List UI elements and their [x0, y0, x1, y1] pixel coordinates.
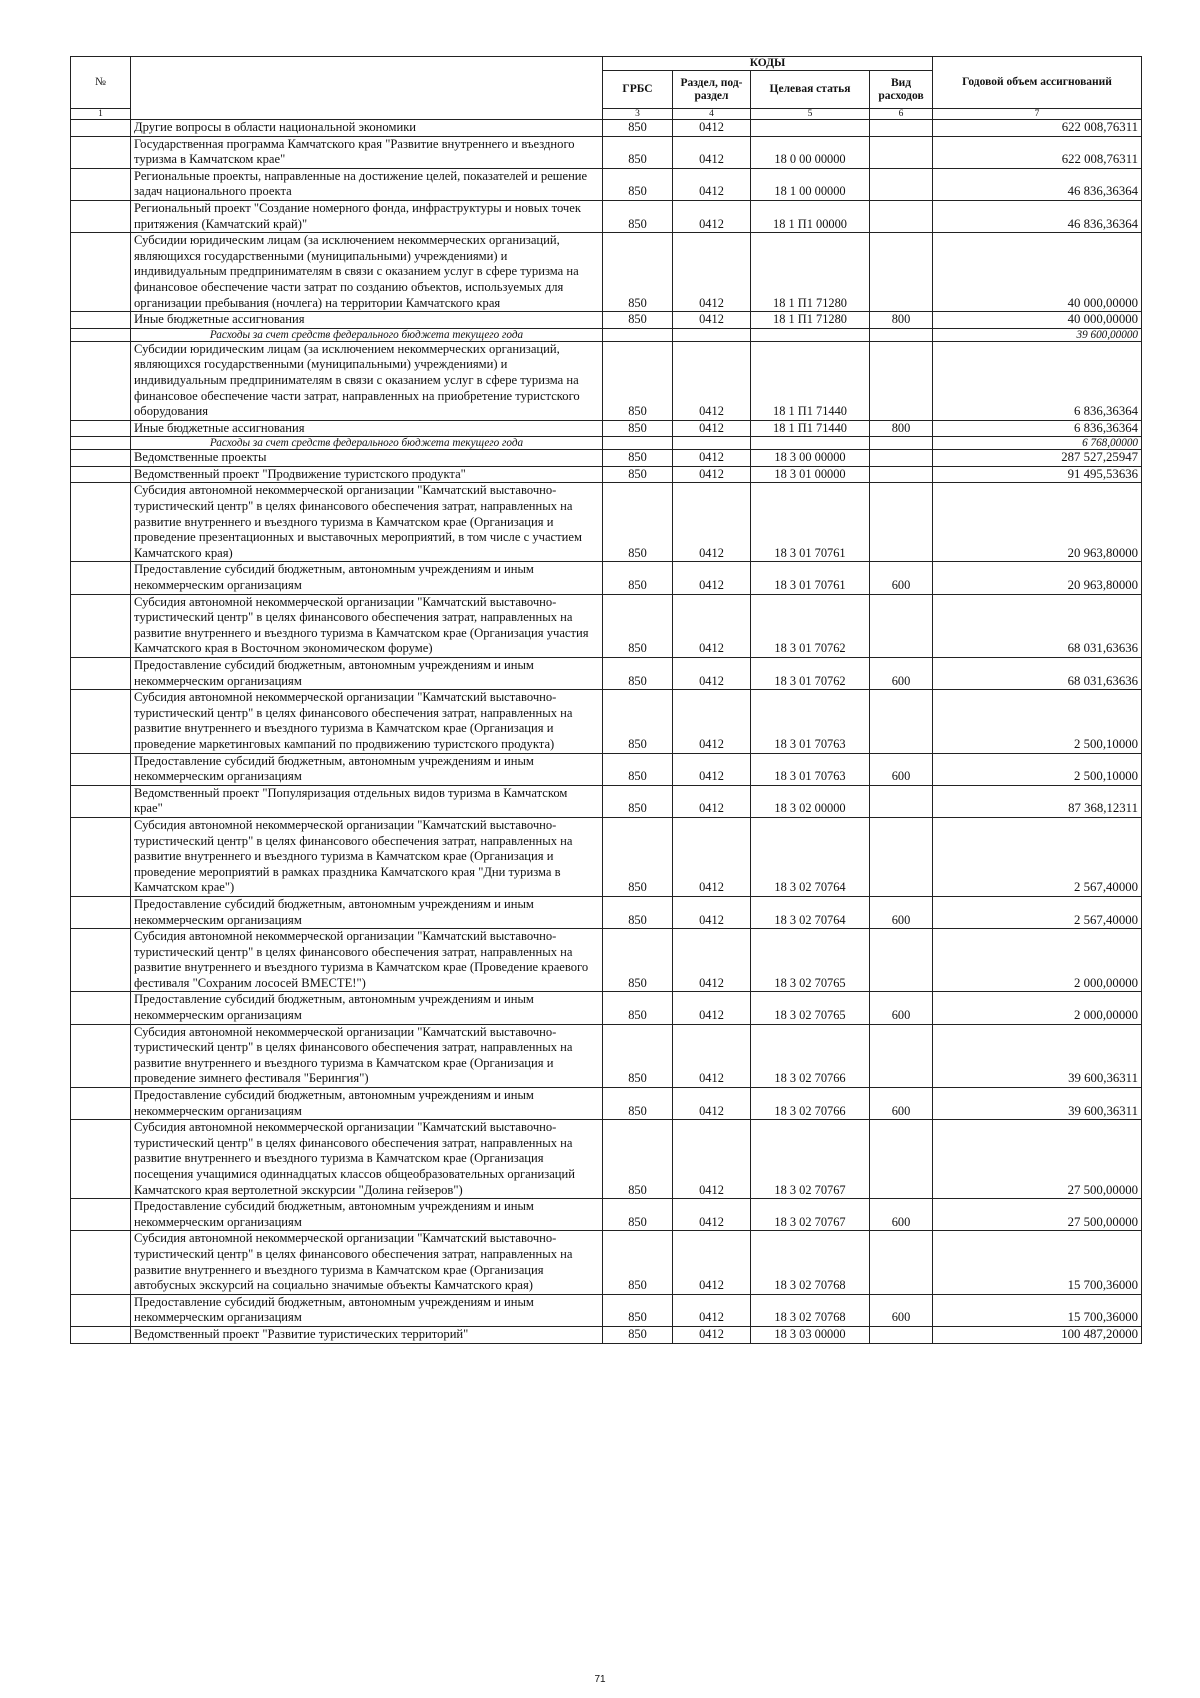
row-razdel-cell: 0412	[673, 594, 751, 657]
row-celevaya-cell: 18 3 01 70761	[751, 562, 870, 594]
row-celevaya-cell: 18 3 01 70762	[751, 658, 870, 690]
row-amount-cell: 6 836,36364	[933, 341, 1142, 420]
table-row	[71, 562, 1142, 594]
row-name-cell: Предоставление субсидий бюджетным, автономным учреждениям и иным некоммерческим организациям	[131, 1199, 603, 1231]
row-celevaya-cell: 18 3 01 70763	[751, 690, 870, 753]
row-celevaya-cell: 18 3 01 70762	[751, 594, 870, 657]
header-num: №	[71, 57, 131, 109]
row-razdel-cell: 0412	[673, 992, 751, 1024]
table-row	[71, 785, 1142, 817]
row-celevaya-cell	[751, 120, 870, 137]
row-razdel-cell: 0412	[673, 817, 751, 896]
row-razdel-cell: 0412	[673, 341, 751, 420]
row-number-cell	[71, 1120, 131, 1199]
row-razdel-cell: 0412	[673, 929, 751, 992]
row-celevaya-cell: 18 1 00 00000	[751, 168, 870, 200]
row-amount-cell: 39 600,36311	[933, 1088, 1142, 1120]
row-razdel-cell: 0412	[673, 1326, 751, 1343]
row-razdel-cell: 0412	[673, 896, 751, 928]
row-amount-cell: 287 527,25947	[933, 450, 1142, 467]
row-name-cell: Предоставление субсидий бюджетным, автономным учреждениям и иным некоммерческим организациям	[131, 1294, 603, 1326]
row-razdel-cell: 0412	[673, 562, 751, 594]
table-row	[71, 690, 1142, 753]
row-number-cell	[71, 420, 131, 437]
row-celevaya-cell: 18 3 02 70765	[751, 992, 870, 1024]
row-vid-cell	[870, 594, 933, 657]
row-razdel-cell: 0412	[673, 483, 751, 562]
row-number-cell	[71, 168, 131, 200]
row-number-cell	[71, 1231, 131, 1294]
table-row	[71, 466, 1142, 483]
row-celevaya-cell: 18 1 П1 71280	[751, 312, 870, 329]
row-amount-cell: 100 487,20000	[933, 1326, 1142, 1343]
row-number-cell	[71, 120, 131, 137]
row-vid-cell: 600	[870, 1088, 933, 1120]
row-amount-cell: 68 031,63636	[933, 658, 1142, 690]
row-celevaya-cell: 18 3 03 00000	[751, 1326, 870, 1343]
row-number-cell	[71, 233, 131, 312]
row-vid-cell	[870, 483, 933, 562]
row-razdel-cell: 0412	[673, 658, 751, 690]
row-razdel-cell: 0412	[673, 690, 751, 753]
row-grbs-cell: 850	[603, 1120, 673, 1199]
row-grbs-cell: 850	[603, 753, 673, 785]
row-grbs-cell: 850	[603, 168, 673, 200]
header-razdel: Раздел, под-раздел	[673, 71, 751, 109]
row-amount-cell: 2 500,10000	[933, 753, 1142, 785]
row-razdel-cell: 0412	[673, 1088, 751, 1120]
header-grbs: ГРБС	[603, 71, 673, 109]
row-celevaya-cell: 18 3 01 00000	[751, 466, 870, 483]
row-razdel-cell: 0412	[673, 312, 751, 329]
row-razdel-cell: 0412	[673, 466, 751, 483]
row-celevaya-cell: 18 3 02 70764	[751, 896, 870, 928]
row-vid-cell	[870, 929, 933, 992]
row-grbs-cell: 850	[603, 1231, 673, 1294]
table-row	[71, 450, 1142, 467]
row-amount-cell: 15 700,36000	[933, 1294, 1142, 1326]
row-amount-cell: 15 700,36000	[933, 1231, 1142, 1294]
note-row	[71, 328, 1142, 341]
row-vid-cell	[870, 341, 933, 420]
row-vid-cell	[870, 466, 933, 483]
row-grbs-cell: 850	[603, 1088, 673, 1120]
row-name-cell: Предоставление субсидий бюджетным, автономным учреждениям и иным некоммерческим организациям	[131, 992, 603, 1024]
row-razdel-cell: 0412	[673, 785, 751, 817]
table-body	[71, 120, 1142, 1344]
table-row	[71, 120, 1142, 137]
row-number-cell	[71, 1294, 131, 1326]
row-razdel-cell: 0412	[673, 1024, 751, 1087]
row-number-cell	[71, 690, 131, 753]
col-number: 3	[603, 109, 673, 120]
row-number-cell	[71, 658, 131, 690]
row-name-cell: Субсидия автономной некоммерческой организации "Камчатский выставочно-туристический центр" в целях финансового обеспечения затрат, направленных на развитие внутреннего и въездного туризма в Камчатском крае (Организация посещения учащимися одиннадцатых классов общеобразовательных организаций Камчатского края вертолетной экскурсии "Долина гейзеров")	[131, 1120, 603, 1199]
row-name-cell: Предоставление субсидий бюджетным, автономным учреждениям и иным некоммерческим организациям	[131, 1088, 603, 1120]
row-name-cell: Субсидия автономной некоммерческой организации "Камчатский выставочно-туристический центр" в целях финансового обеспечения затрат, направленных на развитие внутреннего и въездного туризма в Камчатском крае (Организация и проведение маркетинговых кампаний по продвижению туристского продукта)	[131, 690, 603, 753]
row-number-cell	[71, 817, 131, 896]
row-celevaya-cell: 18 3 02 70767	[751, 1120, 870, 1199]
row-vid-cell	[870, 817, 933, 896]
row-celevaya-cell: 18 3 02 70767	[751, 1199, 870, 1231]
row-name-cell: Субсидия автономной некоммерческой организации "Камчатский выставочно-туристический центр" в целях финансового обеспечения затрат, направленных на развитие внутреннего и въездного туризма в Камчатском крае (Организация автобусных экскурсий на социально значимые объекты Камчатского края)	[131, 1231, 603, 1294]
row-amount-cell: 27 500,00000	[933, 1199, 1142, 1231]
row-name-cell: Ведомственный проект "Развитие туристических территорий"	[131, 1326, 603, 1343]
row-celevaya-cell: 18 1 П1 71440	[751, 341, 870, 420]
row-name-cell: Расходы за счет средств федерального бюджета текущего года	[131, 437, 603, 450]
row-amount-cell: 20 963,80000	[933, 483, 1142, 562]
row-razdel-cell	[673, 437, 751, 450]
table-row	[71, 1294, 1142, 1326]
row-vid-cell	[870, 785, 933, 817]
row-amount-cell: 2 000,00000	[933, 992, 1142, 1024]
row-celevaya-cell: 18 1 П1 71440	[751, 420, 870, 437]
row-razdel-cell: 0412	[673, 420, 751, 437]
row-vid-cell	[870, 233, 933, 312]
row-grbs-cell: 850	[603, 341, 673, 420]
row-amount-cell: 20 963,80000	[933, 562, 1142, 594]
row-grbs-cell: 850	[603, 1294, 673, 1326]
row-vid-cell: 600	[870, 1294, 933, 1326]
row-celevaya-cell: 18 1 П1 00000	[751, 200, 870, 232]
table-row	[71, 420, 1142, 437]
row-number-cell	[71, 785, 131, 817]
row-number-cell	[71, 562, 131, 594]
table-row	[71, 312, 1142, 329]
row-grbs-cell: 850	[603, 120, 673, 137]
row-grbs-cell: 850	[603, 466, 673, 483]
note-row	[71, 437, 1142, 450]
row-razdel-cell: 0412	[673, 168, 751, 200]
row-razdel-cell: 0412	[673, 1199, 751, 1231]
row-number-cell	[71, 437, 131, 450]
row-grbs-cell: 850	[603, 450, 673, 467]
header-vid: Вид расходов	[870, 71, 933, 109]
row-number-cell	[71, 929, 131, 992]
row-celevaya-cell	[751, 328, 870, 341]
table-row	[71, 200, 1142, 232]
row-vid-cell	[870, 120, 933, 137]
row-vid-cell	[870, 450, 933, 467]
row-vid-cell	[870, 437, 933, 450]
row-grbs-cell: 850	[603, 1199, 673, 1231]
row-amount-cell: 91 495,53636	[933, 466, 1142, 483]
table-row	[71, 483, 1142, 562]
row-number-cell	[71, 1088, 131, 1120]
row-amount-cell: 2 000,00000	[933, 929, 1142, 992]
table-row	[71, 658, 1142, 690]
table-row	[71, 1326, 1142, 1343]
row-celevaya-cell: 18 3 01 70761	[751, 483, 870, 562]
row-number-cell	[71, 594, 131, 657]
row-vid-cell: 600	[870, 658, 933, 690]
row-amount-cell: 39 600,00000	[933, 328, 1142, 341]
row-grbs-cell: 850	[603, 420, 673, 437]
row-amount-cell: 87 368,12311	[933, 785, 1142, 817]
row-name-cell: Другие вопросы в области национальной экономики	[131, 120, 603, 137]
row-number-cell	[71, 1024, 131, 1087]
row-name-cell: Ведомственный проект "Популяризация отдельных видов туризма в Камчатском крае"	[131, 785, 603, 817]
row-number-cell	[71, 200, 131, 232]
row-name-cell: Ведомственные проекты	[131, 450, 603, 467]
header-name-blank	[131, 57, 603, 120]
row-grbs-cell	[603, 437, 673, 450]
row-grbs-cell: 850	[603, 817, 673, 896]
row-number-cell	[71, 450, 131, 467]
table-row	[71, 817, 1142, 896]
row-razdel-cell: 0412	[673, 233, 751, 312]
row-celevaya-cell: 18 3 02 70766	[751, 1088, 870, 1120]
row-grbs-cell: 850	[603, 594, 673, 657]
row-razdel-cell: 0412	[673, 753, 751, 785]
page-number: 71	[594, 1674, 606, 1685]
row-celevaya-cell: 18 3 02 70764	[751, 817, 870, 896]
table-row	[71, 1120, 1142, 1199]
row-number-cell	[71, 1326, 131, 1343]
row-celevaya-cell: 18 0 00 00000	[751, 136, 870, 168]
row-vid-cell	[870, 690, 933, 753]
row-grbs-cell: 850	[603, 312, 673, 329]
col-number: 4	[673, 109, 751, 120]
row-vid-cell: 800	[870, 312, 933, 329]
row-name-cell: Иные бюджетные ассигнования	[131, 312, 603, 329]
budget-table	[70, 56, 1142, 1344]
row-razdel-cell: 0412	[673, 1120, 751, 1199]
table-row	[71, 341, 1142, 420]
row-name-cell: Субсидии юридическим лицам (за исключением некоммерческих организаций, являющихся государственными (муниципальными) учреждениями) и индивидуальным предпринимателям в связи с оказанием услуг в сфере туризма на финансовое обеспечение части затрат по созданию объектов, используемых для организации пребывания (ночлега) на территории Камчатского края	[131, 233, 603, 312]
row-razdel-cell: 0412	[673, 1231, 751, 1294]
table-row	[71, 1199, 1142, 1231]
row-vid-cell	[870, 1231, 933, 1294]
row-amount-cell: 46 836,36364	[933, 200, 1142, 232]
row-name-cell: Предоставление субсидий бюджетным, автономным учреждениям и иным некоммерческим организациям	[131, 658, 603, 690]
row-grbs-cell: 850	[603, 136, 673, 168]
row-number-cell	[71, 483, 131, 562]
row-vid-cell: 800	[870, 420, 933, 437]
row-name-cell: Ведомственный проект "Продвижение туристского продукта"	[131, 466, 603, 483]
row-celevaya-cell: 18 3 02 70768	[751, 1294, 870, 1326]
row-celevaya-cell: 18 3 02 00000	[751, 785, 870, 817]
row-vid-cell	[870, 1326, 933, 1343]
row-name-cell: Субсидия автономной некоммерческой организации "Камчатский выставочно-туристический центр" в целях финансового обеспечения затрат, направленных на развитие внутреннего и въездного туризма в Камчатском крае (Организация и проведение презентационных и выставочных мероприятий, в том числе с участием Камчатского края)	[131, 483, 603, 562]
row-name-cell: Предоставление субсидий бюджетным, автономным учреждениям и иным некоммерческим организациям	[131, 562, 603, 594]
row-celevaya-cell: 18 3 02 70768	[751, 1231, 870, 1294]
row-grbs-cell: 850	[603, 1326, 673, 1343]
table-row	[71, 233, 1142, 312]
row-number-cell	[71, 753, 131, 785]
row-vid-cell	[870, 1024, 933, 1087]
table-row	[71, 1088, 1142, 1120]
row-razdel-cell: 0412	[673, 200, 751, 232]
row-vid-cell	[870, 168, 933, 200]
row-celevaya-cell: 18 1 П1 71280	[751, 233, 870, 312]
row-celevaya-cell	[751, 437, 870, 450]
col-number: 6	[870, 109, 933, 120]
header-celevaya: Целевая статья	[751, 71, 870, 109]
header-volume: Годовой объем ассигнований	[933, 57, 1142, 109]
row-amount-cell: 27 500,00000	[933, 1120, 1142, 1199]
row-amount-cell: 6 768,00000	[933, 437, 1142, 450]
row-amount-cell: 2 500,10000	[933, 690, 1142, 753]
col-number: 7	[933, 109, 1142, 120]
row-vid-cell: 600	[870, 992, 933, 1024]
row-grbs-cell: 850	[603, 896, 673, 928]
row-name-cell: Предоставление субсидий бюджетным, автономным учреждениям и иным некоммерческим организациям	[131, 753, 603, 785]
header-codes: КОДЫ	[603, 57, 933, 71]
row-number-cell	[71, 341, 131, 420]
row-number-cell	[71, 896, 131, 928]
row-name-cell: Субсидии юридическим лицам (за исключением некоммерческих организаций, являющихся государственными (муниципальными) учреждениями) и индивидуальным предпринимателям в связи с оказанием услуг в сфере туризма на финансовое обеспечение части затрат, направленных на приобретение туристского оборудования	[131, 341, 603, 420]
row-grbs-cell: 850	[603, 200, 673, 232]
row-number-cell	[71, 136, 131, 168]
row-name-cell: Иные бюджетные ассигнования	[131, 420, 603, 437]
row-grbs-cell: 850	[603, 992, 673, 1024]
row-razdel-cell: 0412	[673, 450, 751, 467]
row-grbs-cell: 850	[603, 929, 673, 992]
row-vid-cell	[870, 1120, 933, 1199]
table-row	[71, 168, 1142, 200]
row-razdel-cell: 0412	[673, 1294, 751, 1326]
table-row	[71, 992, 1142, 1024]
row-amount-cell: 2 567,40000	[933, 896, 1142, 928]
row-amount-cell: 622 008,76311	[933, 120, 1142, 137]
row-amount-cell: 622 008,76311	[933, 136, 1142, 168]
row-amount-cell: 68 031,63636	[933, 594, 1142, 657]
row-vid-cell: 600	[870, 562, 933, 594]
row-grbs-cell: 850	[603, 658, 673, 690]
row-amount-cell: 6 836,36364	[933, 420, 1142, 437]
table-row	[71, 1024, 1142, 1087]
row-amount-cell: 2 567,40000	[933, 817, 1142, 896]
table-row	[71, 929, 1142, 992]
row-name-cell: Региональные проекты, направленные на достижение целей, показателей и решение задач национального проекта	[131, 168, 603, 200]
row-name-cell: Субсидия автономной некоммерческой организации "Камчатский выставочно-туристический центр" в целях финансового обеспечения затрат, направленных на развитие внутреннего и въездного туризма в Камчатском крае (Проведение краевого фестиваля "Сохраним лососей ВМЕСТЕ!")	[131, 929, 603, 992]
table-row	[71, 753, 1142, 785]
col-number: 1	[71, 109, 131, 120]
row-number-cell	[71, 1199, 131, 1231]
row-celevaya-cell: 18 3 00 00000	[751, 450, 870, 467]
row-amount-cell: 40 000,00000	[933, 233, 1142, 312]
row-name-cell: Государственная программа Камчатского края "Развитие внутреннего и въездного туризма в Камчатском крае"	[131, 136, 603, 168]
row-name-cell: Региональный проект "Создание номерного фонда, инфраструктуры и новых точек притяжения (Камчатский край)"	[131, 200, 603, 232]
budget-sheet	[70, 56, 1141, 1344]
row-grbs-cell: 850	[603, 233, 673, 312]
row-grbs-cell: 850	[603, 785, 673, 817]
table-row	[71, 896, 1142, 928]
row-name-cell: Субсидия автономной некоммерческой организации "Камчатский выставочно-туристический центр" в целях финансового обеспечения затрат, направленных на развитие внутреннего и въездного туризма в Камчатском крае (Организация и проведение зимнего фестиваля "Берингия")	[131, 1024, 603, 1087]
table-row	[71, 136, 1142, 168]
row-grbs-cell: 850	[603, 1024, 673, 1087]
row-number-cell	[71, 466, 131, 483]
row-celevaya-cell: 18 3 01 70763	[751, 753, 870, 785]
row-vid-cell	[870, 136, 933, 168]
table-header	[71, 57, 1142, 120]
row-razdel-cell: 0412	[673, 120, 751, 137]
row-vid-cell: 600	[870, 896, 933, 928]
col-number: 5	[751, 109, 870, 120]
row-vid-cell	[870, 328, 933, 341]
row-celevaya-cell: 18 3 02 70765	[751, 929, 870, 992]
row-vid-cell: 600	[870, 753, 933, 785]
row-name-cell: Предоставление субсидий бюджетным, автономным учреждениям и иным некоммерческим организациям	[131, 896, 603, 928]
row-number-cell	[71, 328, 131, 341]
row-vid-cell: 600	[870, 1199, 933, 1231]
table-row	[71, 1231, 1142, 1294]
row-celevaya-cell: 18 3 02 70766	[751, 1024, 870, 1087]
table-row	[71, 594, 1142, 657]
row-grbs-cell: 850	[603, 690, 673, 753]
row-grbs-cell: 850	[603, 562, 673, 594]
row-name-cell: Субсидия автономной некоммерческой организации "Камчатский выставочно-туристический центр" в целях финансового обеспечения затрат, направленных на развитие внутреннего и въездного туризма в Камчатском крае (Организация и проведение мероприятий в рамках праздника Камчатского края "Дни туризма в Камчатском крае")	[131, 817, 603, 896]
row-number-cell	[71, 312, 131, 329]
row-name-cell: Субсидия автономной некоммерческой организации "Камчатский выставочно-туристический центр" в целях финансового обеспечения затрат, направленных на развитие внутреннего и въездного туризма в Камчатском крае (Организация участия Камчатского края в Восточном экономическом форуме)	[131, 594, 603, 657]
row-grbs-cell: 850	[603, 483, 673, 562]
row-razdel-cell: 0412	[673, 136, 751, 168]
row-razdel-cell	[673, 328, 751, 341]
row-amount-cell: 46 836,36364	[933, 168, 1142, 200]
row-number-cell	[71, 992, 131, 1024]
row-grbs-cell	[603, 328, 673, 341]
row-amount-cell: 40 000,00000	[933, 312, 1142, 329]
row-amount-cell: 39 600,36311	[933, 1024, 1142, 1087]
row-name-cell: Расходы за счет средств федерального бюджета текущего года	[131, 328, 603, 341]
row-vid-cell	[870, 200, 933, 232]
